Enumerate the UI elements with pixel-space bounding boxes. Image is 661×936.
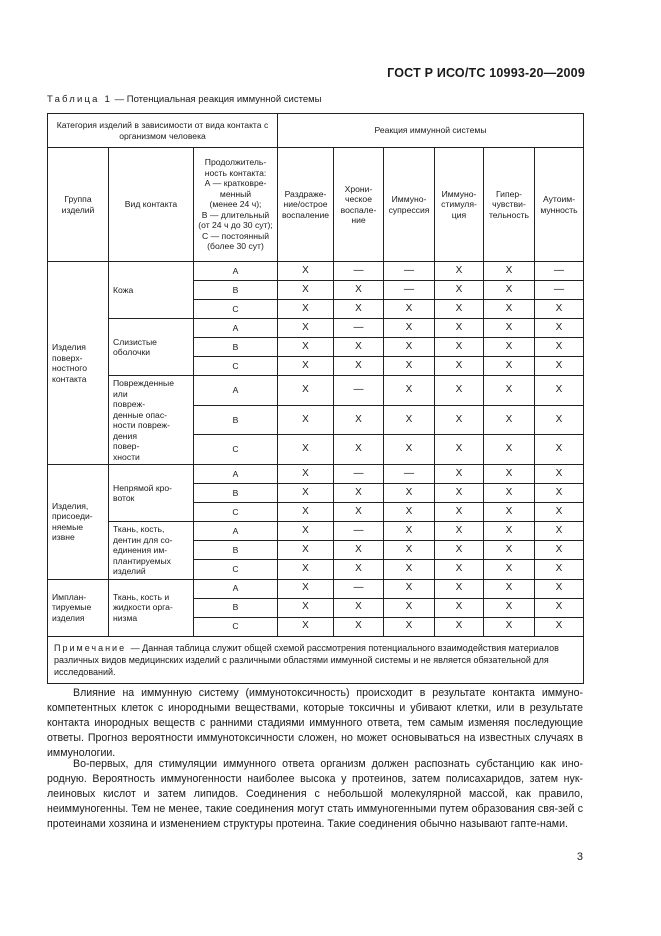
header-reaction-immunosuppression — [384, 148, 435, 262]
reaction-cell: X — [435, 435, 484, 465]
header-duration-line: ность контакта: — [204, 167, 267, 178]
duration-cell: A — [194, 522, 278, 541]
reaction-cell: X — [384, 357, 435, 376]
group-name-line: тируемые — [52, 602, 92, 613]
contact-name-line: Ткань, кость и — [113, 591, 170, 602]
contact-name-line: ности повреж- — [113, 420, 171, 430]
header-reaction-line: ция — [451, 209, 467, 220]
reaction-cell: X — [278, 281, 334, 300]
reaction-cell: X — [334, 560, 384, 579]
reaction-cell: X — [535, 579, 584, 598]
group-name-line: присоеди- — [52, 511, 93, 522]
reaction-cell: X — [278, 338, 334, 357]
reaction-cell: — — [334, 579, 384, 598]
header-duration-line: (от 24 ч до 30 сут); — [198, 220, 273, 231]
reaction-cell: X — [334, 281, 384, 300]
table-row — [48, 376, 584, 406]
reaction-cell: X — [435, 376, 484, 406]
reaction-cell: X — [535, 617, 584, 636]
header-group — [48, 148, 109, 262]
reaction-cell: X — [484, 579, 535, 598]
reaction-cell: — — [535, 281, 584, 300]
reaction-cell: X — [484, 617, 535, 636]
reaction-cell: X — [484, 541, 535, 560]
duration-cell: A — [194, 579, 278, 598]
reaction-cell: X — [278, 598, 334, 617]
reaction-cell: X — [535, 319, 584, 338]
duration-cell: C — [194, 435, 278, 465]
duration-cell: A — [194, 319, 278, 338]
paragraph-immunotoxicity — [47, 686, 583, 761]
group-name-line: няемые — [52, 521, 84, 532]
header-reaction-line: тельность — [488, 209, 530, 220]
reaction-cell: X — [435, 357, 484, 376]
reaction-cell: X — [278, 579, 334, 598]
reaction-cell: X — [278, 376, 334, 406]
reaction-cell: X — [384, 560, 435, 579]
table-note — [48, 636, 584, 683]
header-duration-line: (менее 24 ч); — [209, 199, 262, 210]
duration-cell: A — [194, 376, 278, 406]
reaction-cell: X — [435, 465, 484, 484]
paragraph-immunogenicity — [47, 757, 583, 832]
reaction-cell: X — [334, 484, 384, 503]
paragraph-text: Влияние на иммунную систему (иммунотоксичность) происходит в результате контакта иммуно-компетентных клеток с инородными веществами, которые токсичны и убивают клетки, или в результате контакта инородных веществ с ранними стадиями иммунного ответа, тем самым изменяя последующие ответы. Прогноз вероятности иммунотоксичности сложен, но может основываться на известных случаях в иммунологии. — [47, 687, 583, 759]
immune-reaction-table — [47, 113, 584, 684]
contact-cell — [109, 522, 194, 580]
group-name-line: поверх- — [52, 352, 83, 363]
contact-name-line: низма — [113, 612, 138, 623]
reaction-cell: X — [334, 598, 384, 617]
contact-name-line: единения им- — [113, 545, 168, 555]
reaction-cell: X — [484, 484, 535, 503]
header-duration — [194, 148, 278, 262]
table-body — [48, 114, 584, 684]
reaction-cell: — — [384, 281, 435, 300]
reaction-cell: X — [535, 522, 584, 541]
duration-cell: C — [194, 617, 278, 636]
reaction-cell: X — [278, 560, 334, 579]
header-reaction-immunostimulation — [435, 148, 484, 262]
reaction-cell: X — [535, 560, 584, 579]
header-duration-line: В — длительный — [201, 209, 270, 220]
header-reaction: Реакция иммунной системы — [278, 114, 584, 148]
reaction-cell: X — [384, 522, 435, 541]
contact-name-line: плантируемых — [113, 555, 171, 566]
reaction-cell: X — [334, 617, 384, 636]
reaction-cell: X — [435, 338, 484, 357]
reaction-cell: X — [334, 357, 384, 376]
reaction-cell: X — [334, 435, 384, 465]
reaction-cell: X — [278, 300, 334, 319]
header-reaction-line: ние/острое — [283, 199, 328, 210]
reaction-cell: X — [535, 503, 584, 522]
reaction-cell: X — [278, 357, 334, 376]
duration-cell: C — [194, 560, 278, 579]
header-reaction-line: Иммуно- — [391, 194, 427, 204]
table-caption-label: Таблица 1 — [47, 94, 112, 105]
reaction-cell: X — [484, 598, 535, 617]
note-row — [48, 636, 584, 683]
duration-cell: C — [194, 357, 278, 376]
reaction-cell: X — [484, 319, 535, 338]
reaction-cell: X — [384, 338, 435, 357]
duration-cell: B — [194, 541, 278, 560]
table-row — [48, 579, 584, 598]
contact-cell — [109, 319, 194, 376]
header-reaction-hypersensitivity — [484, 148, 535, 262]
reaction-cell: X — [435, 579, 484, 598]
reaction-cell: — — [535, 262, 584, 281]
document-id: ГОСТ Р ИСО/ТС 10993-20—2009 — [387, 66, 585, 80]
reaction-cell: X — [435, 281, 484, 300]
duration-cell: C — [194, 300, 278, 319]
contact-cell — [109, 579, 194, 636]
reaction-cell: X — [384, 598, 435, 617]
reaction-cell: X — [535, 338, 584, 357]
reaction-cell: X — [435, 541, 484, 560]
header-duration-line: А — кратковре- — [204, 178, 267, 189]
reaction-cell: — — [334, 376, 384, 406]
reaction-cell: X — [535, 357, 584, 376]
contact-cell — [109, 465, 194, 522]
contact-name-line: дения — [113, 430, 137, 441]
group-name-line: изделия — [52, 612, 85, 623]
header-duration-line: С — постоянный — [201, 230, 270, 241]
reaction-cell: X — [384, 300, 435, 319]
contact-name-line: повер- — [113, 441, 140, 451]
reaction-cell: X — [278, 435, 334, 465]
reaction-cell: X — [435, 617, 484, 636]
header-reaction-line: супрессия — [388, 204, 430, 215]
reaction-cell: X — [384, 376, 435, 406]
contact-name-line: Поврежденные — [113, 378, 174, 388]
header-reaction-line: Аутоим- — [542, 194, 576, 204]
reaction-cell: X — [278, 617, 334, 636]
reaction-cell: X — [278, 503, 334, 522]
header-reaction-line: стимуля- — [441, 199, 477, 210]
reaction-cell: X — [484, 503, 535, 522]
reaction-cell: X — [484, 376, 535, 406]
reaction-cell: X — [435, 560, 484, 579]
duration-cell: B — [194, 405, 278, 435]
reaction-cell: X — [384, 541, 435, 560]
reaction-cell: X — [535, 435, 584, 465]
header-duration-line: (более 30 сут) — [207, 241, 264, 252]
group-name-line: Имплан- — [52, 591, 87, 602]
reaction-cell: X — [435, 484, 484, 503]
reaction-cell: — — [384, 262, 435, 281]
reaction-cell: X — [384, 319, 435, 338]
contact-name-line: или — [113, 388, 128, 399]
reaction-cell: X — [484, 522, 535, 541]
header-duration-line: менный — [219, 188, 252, 199]
reaction-cell: X — [435, 405, 484, 435]
contact-name-line: Слизистые — [113, 336, 157, 347]
header-duration-line: Продолжитель- — [204, 157, 267, 168]
reaction-cell: X — [278, 319, 334, 338]
duration-cell: B — [194, 598, 278, 617]
header-reaction-line: воспаление — [281, 209, 330, 220]
reaction-cell: — — [334, 522, 384, 541]
table-note-label: Примечание — [54, 642, 131, 653]
reaction-cell: X — [384, 405, 435, 435]
reaction-cell: X — [278, 484, 334, 503]
header-reaction-line: ние — [351, 215, 366, 225]
reaction-cell: X — [384, 435, 435, 465]
table-row — [48, 262, 584, 281]
reaction-cell: X — [535, 541, 584, 560]
reaction-cell: X — [484, 262, 535, 281]
group-name-line: Изделия — [52, 342, 86, 352]
group-name-line: ностного — [52, 363, 88, 373]
header-reaction-line: чувстви- — [492, 199, 526, 210]
paragraph-text: Во-первых, для стимуляции иммунного ответа организм должен распознать субстанцию как ино-родную. Вероятность иммуногенности наиболее высока у протеинов, затем полисахаридов, затем нук-леиновых кислот и затем липидов. Соединения с небольшой молекулярной массой, как правило, неиммуногенны. Тем не менее, такие соединения могут стать иммуногенными путем образования свя-зей с протеинами хозяина и изменением структуры протеина. Такие соединения обычно называют гапте-нами. — [47, 758, 583, 830]
duration-cell: B — [194, 338, 278, 357]
table-caption-title: — Потенциальная реакция иммунной системы — [114, 94, 322, 105]
group-cell — [48, 465, 109, 580]
reaction-cell: X — [334, 405, 384, 435]
reaction-cell: X — [435, 598, 484, 617]
reaction-cell: X — [334, 503, 384, 522]
duration-cell: A — [194, 262, 278, 281]
reaction-cell: X — [384, 503, 435, 522]
reaction-cell: X — [484, 300, 535, 319]
reaction-cell: X — [384, 484, 435, 503]
duration-cell: A — [194, 465, 278, 484]
contact-name-line: жидкости орга- — [113, 602, 173, 613]
header-reaction-line: Иммуно- — [441, 188, 477, 199]
reaction-cell: X — [334, 300, 384, 319]
reaction-cell: — — [334, 262, 384, 281]
table-row — [48, 319, 584, 338]
reaction-cell: X — [384, 617, 435, 636]
duration-cell: B — [194, 281, 278, 300]
group-cell — [48, 262, 109, 465]
table-caption — [47, 94, 321, 105]
reaction-cell: X — [535, 484, 584, 503]
group-cell — [48, 579, 109, 636]
header-contact-type: Вид контакта — [109, 148, 194, 262]
reaction-cell: X — [334, 338, 384, 357]
reaction-cell: X — [535, 300, 584, 319]
reaction-cell: X — [484, 465, 535, 484]
contact-name-line: воток — [113, 493, 135, 503]
reaction-cell: X — [435, 503, 484, 522]
header-reaction-line: воспале- — [340, 204, 377, 215]
table-row — [48, 465, 584, 484]
contact-name-line: дентин для со- — [113, 534, 173, 545]
reaction-cell: — — [384, 465, 435, 484]
header-category: Категория изделий в зависимости от вида контакта с организмом человека — [48, 114, 278, 148]
header-reaction-autoimmunity — [535, 148, 584, 262]
reaction-cell: X — [278, 405, 334, 435]
reaction-cell: X — [435, 300, 484, 319]
reaction-cell: X — [484, 357, 535, 376]
reaction-cell: — — [334, 465, 384, 484]
table-note-text: — Данная таблица служит общей схемой рассмотрения потенциального взаимодействия материалов различных видов медицинских изделий с различными областями иммунной системы и не является обязательной для исследований. — [54, 642, 559, 677]
contact-cell — [109, 376, 194, 465]
reaction-cell: X — [484, 560, 535, 579]
reaction-cell: X — [535, 405, 584, 435]
reaction-cell: X — [278, 262, 334, 281]
reaction-cell: X — [435, 522, 484, 541]
header-reaction-line: мунность — [540, 204, 578, 215]
contact-name-line: Ткань, кость, — [113, 524, 165, 534]
header-reaction-line: Гипер- — [495, 188, 523, 199]
header-group-text: Группа изделий — [61, 194, 95, 215]
reaction-cell: X — [535, 598, 584, 617]
reaction-cell: X — [435, 319, 484, 338]
group-name-line: извне — [52, 532, 75, 543]
header-reaction-line: Раздраже- — [284, 188, 327, 199]
group-name-line: контакта — [52, 373, 87, 384]
reaction-cell: X — [278, 541, 334, 560]
reaction-cell: X — [535, 465, 584, 484]
reaction-cell: X — [278, 465, 334, 484]
page-number: 3 — [576, 851, 583, 863]
contact-name-line: денные опас- — [113, 409, 168, 420]
contact-name-line: Кожа — [113, 284, 134, 295]
reaction-cell: X — [435, 262, 484, 281]
reaction-cell: X — [384, 579, 435, 598]
table-row — [48, 522, 584, 541]
header-reaction-irritation — [278, 148, 334, 262]
reaction-cell: X — [334, 541, 384, 560]
reaction-cell: — — [334, 319, 384, 338]
header-reaction-line: ческое — [345, 194, 372, 204]
reaction-cell: X — [278, 522, 334, 541]
reaction-cell: X — [484, 281, 535, 300]
reaction-cell: X — [484, 338, 535, 357]
duration-cell: C — [194, 503, 278, 522]
group-name-line: Изделия, — [52, 500, 89, 511]
header-reaction-chronic-inflammation — [334, 148, 384, 262]
contact-name-line: хности — [113, 451, 140, 462]
contact-name-line: изделий — [113, 566, 146, 576]
header-reaction-line: Хрони- — [344, 183, 373, 194]
reaction-cell: X — [484, 435, 535, 465]
reaction-cell: X — [535, 376, 584, 406]
reaction-cell: X — [484, 405, 535, 435]
contact-name-line: Непрямой кро- — [113, 482, 173, 493]
contact-name-line: оболочки — [113, 347, 151, 357]
duration-cell: B — [194, 484, 278, 503]
contact-cell — [109, 262, 194, 319]
contact-name-line: повреж- — [113, 399, 146, 409]
